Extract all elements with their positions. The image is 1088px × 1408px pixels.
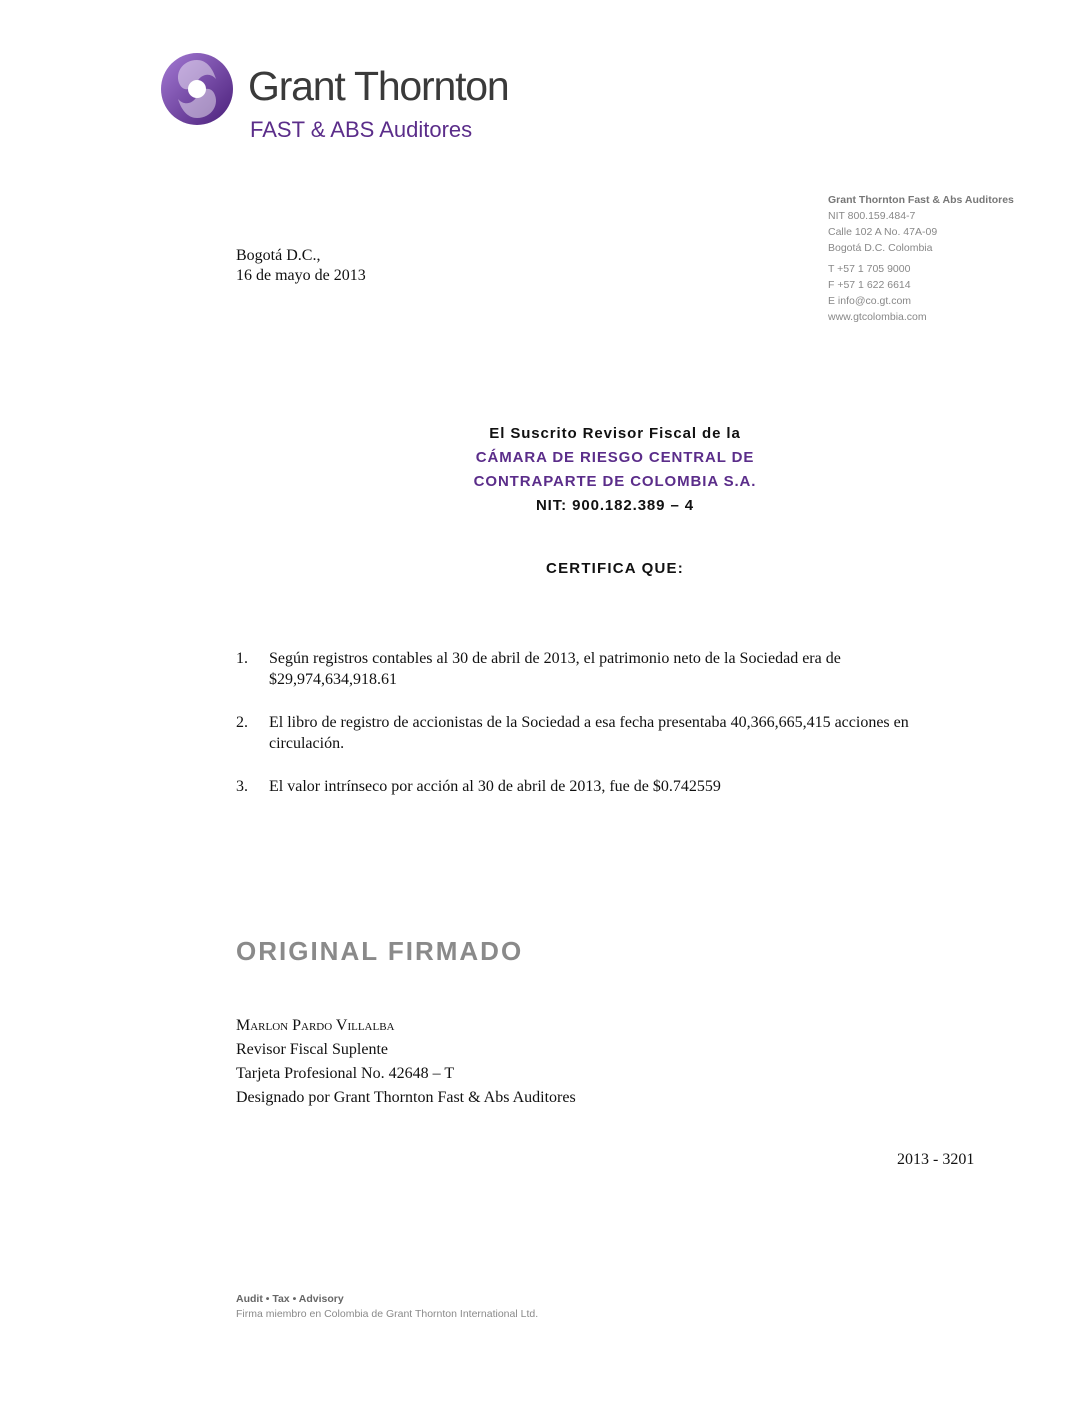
document-reference: 2013 - 3201 xyxy=(897,1151,975,1168)
heading-line-1: El Suscrito Revisor Fiscal de la xyxy=(489,425,741,442)
item-text: El valor intrínseco por acción al 30 de abril de 2013, fue de $0.742559 xyxy=(269,778,721,795)
place-date xyxy=(236,246,366,286)
firm-email: E info@co.gt.com xyxy=(828,295,912,307)
item-number: 1. xyxy=(236,650,248,667)
certification-items xyxy=(236,648,956,819)
certifica-que: CERTIFICA QUE: xyxy=(546,560,684,577)
item-number: 3. xyxy=(236,778,248,795)
item-text: Según registros contables al 30 de abril de 2013, el patrimonio neto de la Sociedad era de $29,974,634,918.61 xyxy=(269,650,841,688)
firm-phone: T +57 1 705 9000 xyxy=(828,263,911,275)
signer-block xyxy=(236,1014,576,1110)
firm-nit: NIT 800.159.484-7 xyxy=(828,210,916,222)
brand-name: Grant Thornton xyxy=(248,63,509,109)
signer-card: Tarjeta Profesional No. 42648 – T xyxy=(236,1065,455,1082)
list-item xyxy=(236,776,956,797)
signer-designation: Designado por Grant Thornton Fast & Abs Auditores xyxy=(236,1089,576,1106)
firm-web: www.gtcolombia.com xyxy=(828,311,927,323)
signer-role: Revisor Fiscal Suplente xyxy=(236,1041,388,1058)
firm-address: Calle 102 A No. 47A-09 xyxy=(828,226,938,238)
item-text: El libro de registro de accionistas de la Sociedad a esa fecha presentaba 40,366,665,415 acciones en circulación. xyxy=(269,714,909,752)
heading-nit: NIT: 900.182.389 – 4 xyxy=(535,497,695,514)
certificate-heading xyxy=(380,422,850,518)
firm-name: Grant Thornton Fast & Abs Auditores xyxy=(828,194,1014,206)
brand-subtitle: FAST & ABS Auditores xyxy=(250,117,473,142)
grant-thornton-logo-icon xyxy=(160,52,234,126)
list-item xyxy=(236,648,956,690)
footer-member: Firma miembro en Colombia de Grant Thornton International Ltd. xyxy=(236,1308,539,1320)
firm-fax: F +57 1 622 6614 xyxy=(828,279,911,291)
firm-city: Bogotá D.C. Colombia xyxy=(828,242,933,254)
footer-tagline: Audit • Tax • Advisory xyxy=(236,1293,344,1305)
place: Bogotá D.C., xyxy=(236,247,321,264)
heading-line-3: CONTRAPARTE DE COLOMBIA S.A. xyxy=(473,473,757,490)
firm-contact-block xyxy=(828,192,1014,325)
footer xyxy=(236,1292,538,1322)
date: 16 de mayo de 2013 xyxy=(236,267,366,284)
signer-name: Marlon Pardo Villalba xyxy=(236,1017,395,1034)
item-number: 2. xyxy=(236,714,248,731)
list-item xyxy=(236,712,956,754)
heading-line-2: CÁMARA DE RIESGO CENTRAL DE xyxy=(475,449,755,466)
original-firmado-stamp: ORIGINAL FIRMADO xyxy=(236,936,524,966)
